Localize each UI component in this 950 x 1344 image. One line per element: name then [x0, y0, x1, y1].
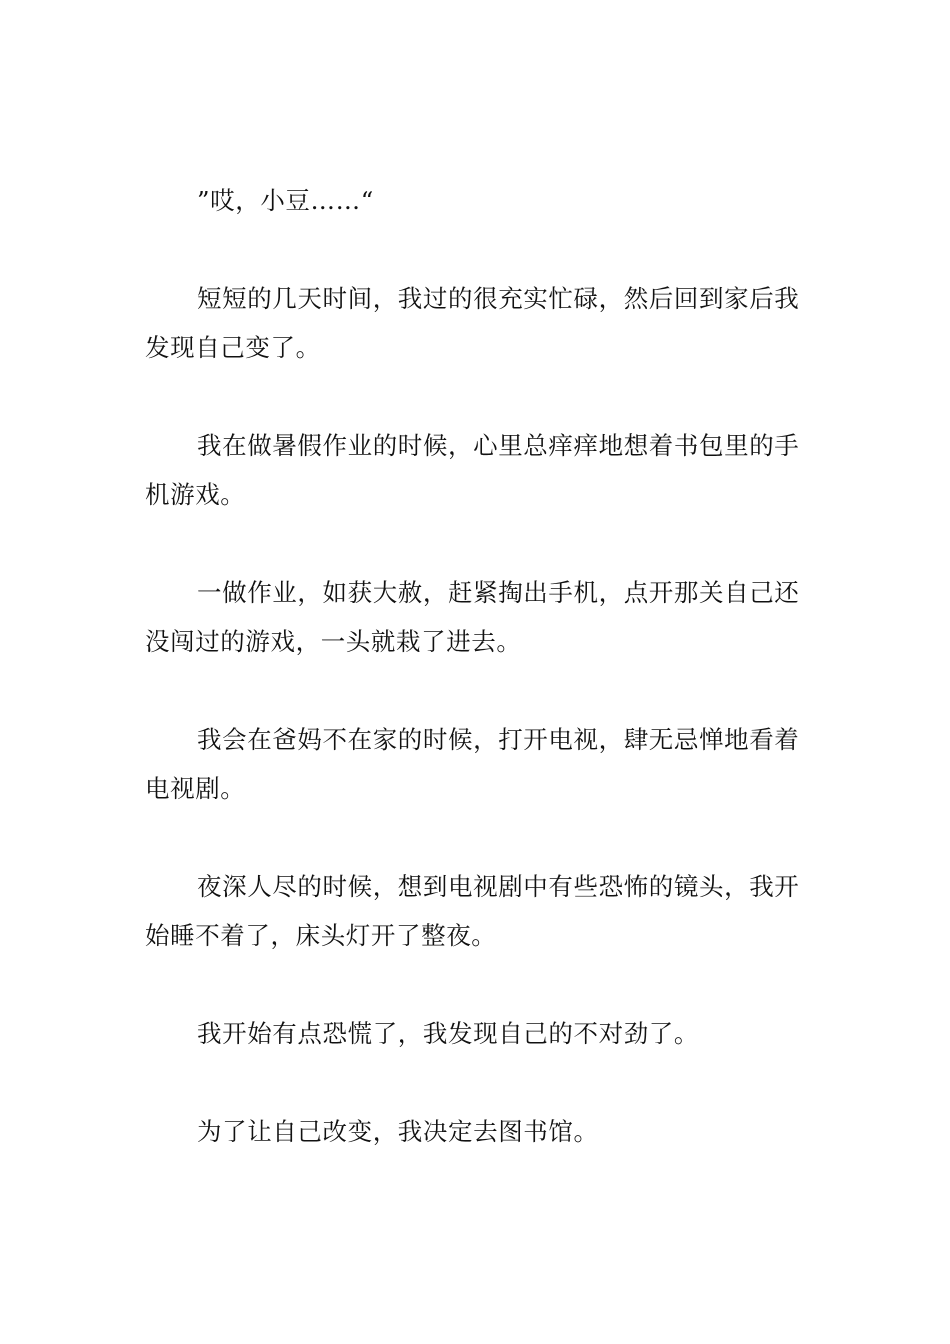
- paragraph-2: 短短的几天时间，我过的很充实忙碌，然后回到家后我发现自己变了。: [145, 284, 800, 362]
- paragraph-gap: [145, 666, 810, 715]
- paragraph-4: 一做作业，如获大赦，赶紧掏出手机，点开那关自己还没闯过的游戏，一头就栽了进去。: [145, 578, 800, 656]
- paragraph-gap: [145, 372, 810, 421]
- document-body: [145, 176, 810, 1156]
- paragraph-gap: [145, 1058, 810, 1107]
- paragraph-gap: [145, 225, 810, 274]
- paragraph-7: 我开始有点恐慌了，我发现自己的不对劲了。: [197, 1019, 699, 1048]
- paragraph-1: ”哎，小豆……“: [197, 186, 374, 215]
- paragraph-gap: [145, 519, 810, 568]
- paragraph-gap: [145, 813, 810, 862]
- paragraph-6: 夜深人尽的时候，想到电视剧中有些恐怖的镜头，我开始睡不着了，床头灯开了整夜。: [145, 872, 800, 950]
- paragraph-3: 我在做暑假作业的时候，心里总痒痒地想着书包里的手机游戏。: [145, 431, 800, 509]
- paragraph-5: 我会在爸妈不在家的时候，打开电视，肆无忌惮地看着电视剧。: [145, 725, 800, 803]
- paragraph-gap: [145, 960, 810, 1009]
- paragraph-8: 为了让自己改变，我决定去图书馆。: [197, 1117, 599, 1146]
